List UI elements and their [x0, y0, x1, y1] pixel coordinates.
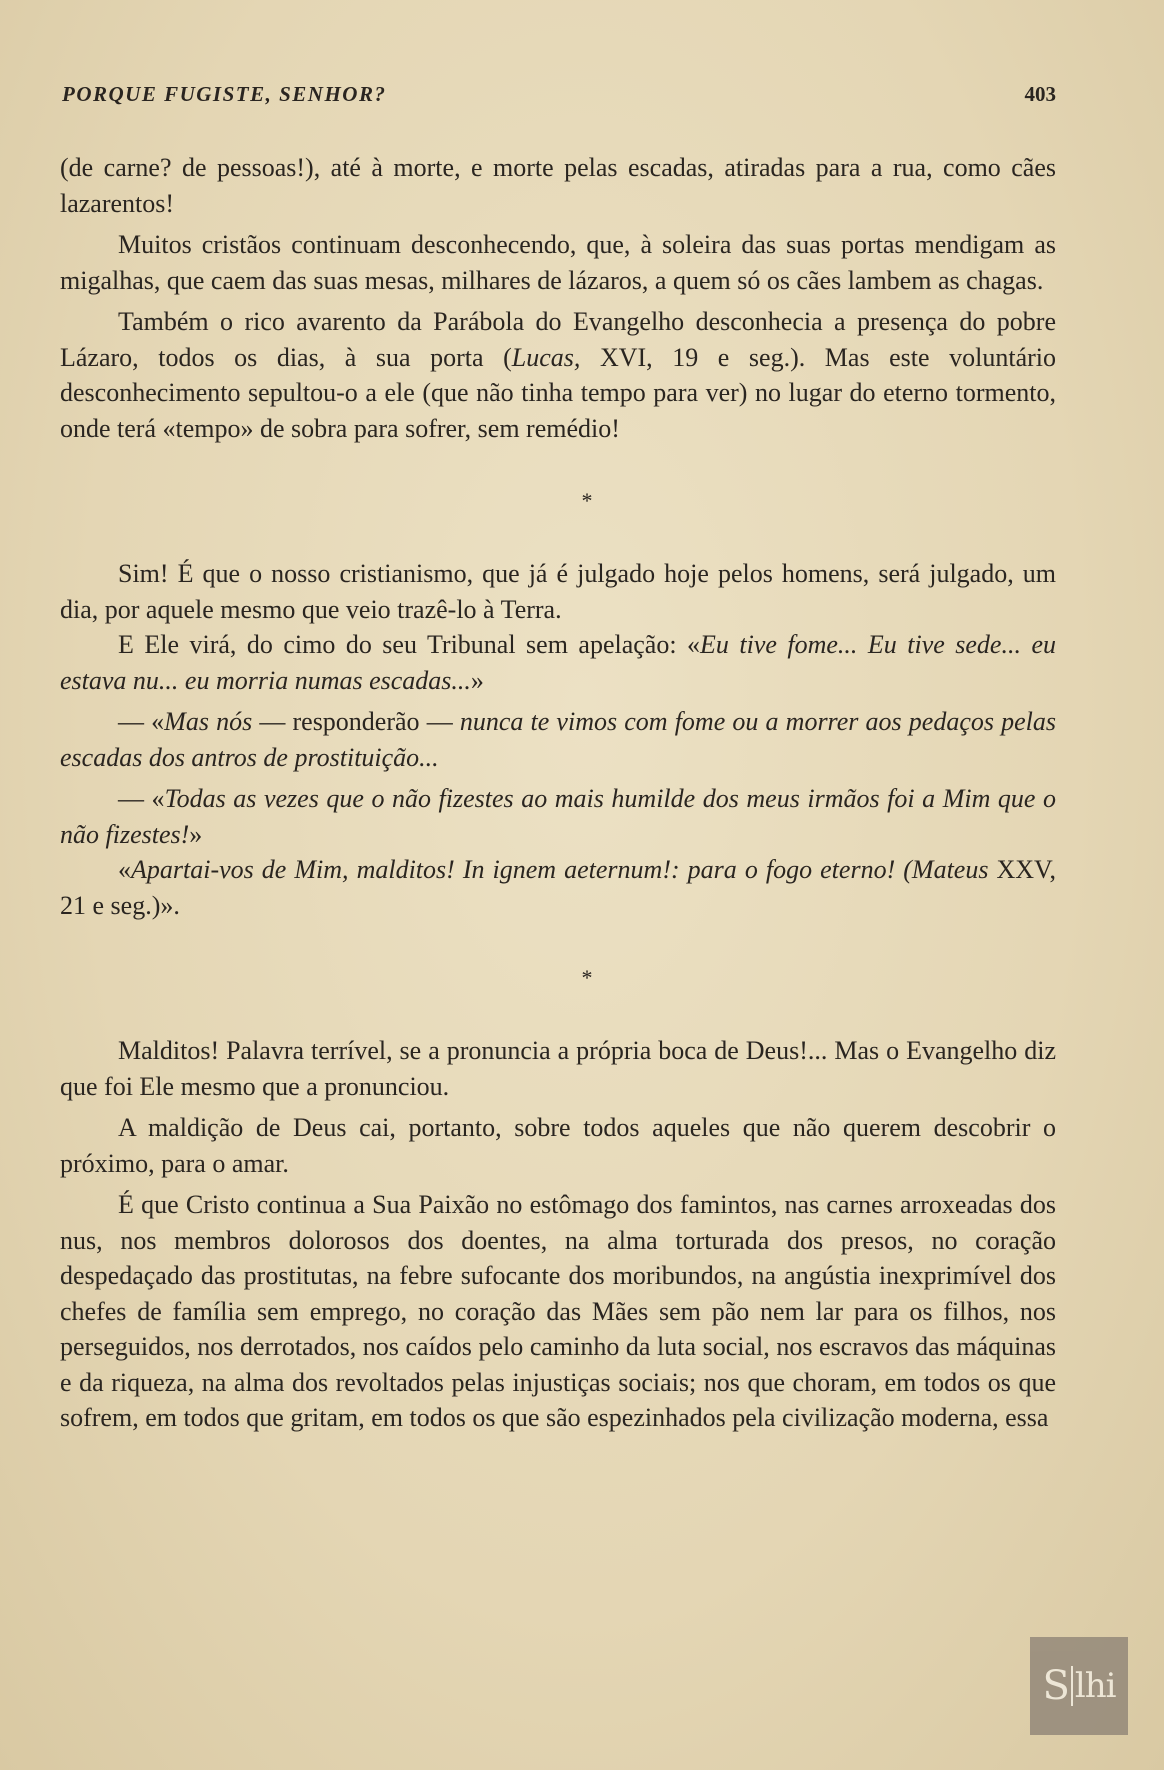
italic-text: Apartai-vos de Mim, malditos! In ignem aeternum!: para o fogo eterno! (Mateus [131, 855, 989, 884]
paragraph [60, 704, 1056, 775]
section-separator: * [581, 488, 593, 513]
paragraph [60, 227, 1056, 298]
text-run: « [118, 855, 131, 884]
italic-text: Todas as vezes que o não fizestes ao mais humilde dos meus irmãos foi a Mim que o não fizestes! [60, 784, 1057, 849]
paragraph [60, 781, 1056, 852]
text-run: E Ele virá, do cimo do seu Tribunal sem apelação: « [118, 630, 701, 659]
text-run: — « [118, 707, 165, 736]
logo-letters: lhi [1071, 1666, 1116, 1706]
text-run: Sim! É que o nosso cristianismo, que já é julgado hoje pelos homens, será julgado, um dia, por aquele mesmo que veio trazê-lo à Terra. [60, 559, 1056, 624]
paragraph [60, 150, 1056, 221]
paragraph [60, 852, 1056, 923]
text-run: XVI, 19 e seg.). Mas este voluntário desconhecimento sepultou-o a ele (que não tinha tempo para ver) no lugar do eterno tormento, onde terá «tempo» de sobra para sofrer, sem remédio! [60, 342, 1057, 443]
paragraph [60, 627, 1056, 698]
paragraph [60, 556, 1056, 627]
page-header [60, 82, 1056, 112]
text-run: Também o rico avarento da Parábola do Evangelho desconhecia a presença do pobre Lázaro, todos os dias, à sua porta ( [60, 307, 1056, 372]
text-run: — « [118, 784, 165, 813]
text-run: — responderão — [252, 707, 460, 736]
section-separator: * [581, 965, 593, 990]
page-body [60, 150, 1056, 1436]
logo-letter: S [1042, 1663, 1069, 1709]
italic-text: Mas nós [164, 707, 253, 736]
paragraph [60, 1033, 1056, 1104]
text-run: A maldição de Deus cai, portanto, sobre todos aqueles que não querem descobrir o próximo, para o amar. [60, 1113, 1056, 1178]
text-run: XXV, 21 e seg.)». [60, 855, 1056, 920]
paragraph [60, 304, 1056, 446]
italic-text: Eu tive fome... Eu tive sede... eu estava nu... eu morria numas escadas... [60, 630, 1056, 695]
italic-text: Lucas, [511, 342, 581, 372]
paragraph [60, 1110, 1056, 1181]
text-run: É que Cristo continua a Sua Paixão no estômago dos famintos, nas carnes arroxeadas dos nus, nos membros dolorosos dos doentes, na alma torturada dos presos, no coração despedaçado das prostitutas, na febre sufocante dos moribundos, na angústia inexprimível dos chefes de família sem emprego, no coração das Mães sem pão nem lar para os filhos, nos perseguidos, nos derrotados, nos caídos pelo caminho da luta social, nos escravos das máquinas e da riqueza, na alma dos revoltados pelas injustiças sociais; nos que choram, em todos os que sofrem, em todos que gritam, em todos os que são espezinhados pela civilização moderna, essa [60, 1190, 1056, 1432]
text-run: (de carne? de pessoas!), até à morte, e morte pelas escadas, atiradas para a rua, como cães lazarentos! [60, 153, 1056, 218]
paragraph [60, 1187, 1056, 1436]
library-logo [1030, 1637, 1128, 1735]
text-run: » [470, 665, 484, 695]
text-run: Malditos! Palavra terrível, se a pronuncia a própria boca de Deus!... Mas o Evangelho diz que foi Ele mesmo que a pronunciou. [60, 1036, 1056, 1101]
running-title: PORQUE FUGISTE, SENHOR? [62, 82, 387, 106]
text-run: » [189, 819, 203, 849]
page-number: 403 [1024, 82, 1056, 106]
italic-text: nunca te vimos com fome ou a morrer aos pedaços pelas escadas dos antros de prostituição... [60, 707, 1057, 772]
text-run: Muitos cristãos continuam desconhecendo, que, à soleira das suas portas mendigam as migalhas, que caem das suas mesas, milhares de lázaros, a quem só os cães lambem as chagas. [60, 230, 1056, 295]
